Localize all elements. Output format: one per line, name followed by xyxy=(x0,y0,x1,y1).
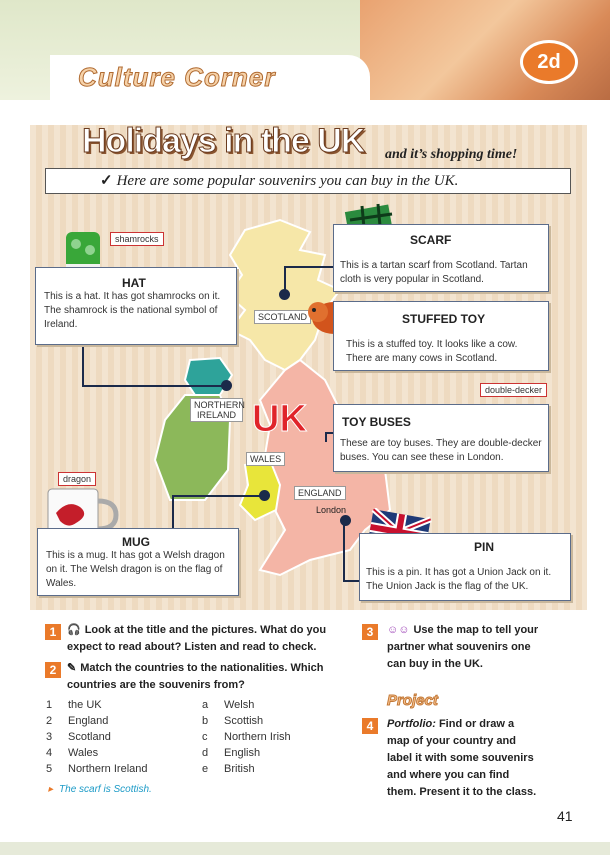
exercise-1-number: 1 xyxy=(45,624,61,640)
wales-label: WALES xyxy=(246,452,285,466)
uk-map-title: UK xyxy=(252,398,307,440)
exercise-4-number: 4 xyxy=(362,718,378,734)
buses-leader-v xyxy=(325,432,327,442)
countries-list xyxy=(46,697,196,777)
pin-text: This is a pin. It has got a Union Jack on it. The Union Jack is the flag of the UK. xyxy=(366,567,552,592)
scarf-title: SCARF xyxy=(410,233,452,247)
nationality-item-label: Northern Irish xyxy=(224,731,291,743)
nationality-item xyxy=(202,697,322,713)
exercise-3-text xyxy=(387,622,547,673)
pin-title: PIN xyxy=(474,540,495,554)
double-decker-callout: double-decker xyxy=(480,383,547,397)
nationality-item xyxy=(202,729,322,745)
exercise-2-number: 2 xyxy=(45,662,61,678)
country-item xyxy=(46,745,196,761)
pen-icon: ✎ xyxy=(67,662,77,674)
country-item-number: 1 xyxy=(46,699,53,711)
exercise-4-text xyxy=(387,716,537,801)
mug-leader xyxy=(172,495,262,497)
nationality-item xyxy=(202,761,322,777)
scarf-text: This is a tartan scarf from Scotland. Tartan cloth is very popular in Scotland. xyxy=(340,260,528,285)
nationality-item-number: c xyxy=(202,731,208,743)
stuffed-toy-title: STUFFED TOY xyxy=(402,312,486,326)
dragon-callout: dragon xyxy=(58,472,96,486)
project-heading: Project xyxy=(387,692,438,709)
country-item xyxy=(46,713,196,729)
hat-leader-v xyxy=(82,343,84,386)
check-icon: ✓ xyxy=(100,173,113,189)
exercise-2-text xyxy=(67,660,337,694)
nationality-item-label: Welsh xyxy=(224,699,255,711)
headphones-icon: 🎧 xyxy=(67,624,81,636)
stuffed-toy-info-box xyxy=(333,301,549,371)
intro-sentence: Here are some popular souvenirs you can buy in the UK. xyxy=(116,173,459,189)
toy-buses-text: These are toy buses. They are double-decker buses. You can see these in London. xyxy=(340,438,542,463)
london-pin xyxy=(340,515,351,526)
arrow-icon: ▸ xyxy=(48,784,54,795)
pin-leader-v xyxy=(343,520,345,580)
page-number: 41 xyxy=(557,808,573,824)
scarf-leader xyxy=(284,266,286,291)
page-subtitle: and it’s shopping time! xyxy=(385,147,518,162)
country-item-number: 3 xyxy=(46,731,53,743)
nationality-item-number: d xyxy=(202,747,209,759)
country-item-label: the UK xyxy=(68,699,102,711)
hat-info-box xyxy=(35,267,237,345)
mug-text: This is a mug. It has got a Welsh dragon on it. The Welsh dragon is on the flag of Wales. xyxy=(46,550,225,589)
exercise-1-instruction: Look at the title and the pictures. What do you expect to read about? Listen and read to check. xyxy=(67,624,327,653)
hat-title: HAT xyxy=(122,276,146,290)
hat-text: This is a hat. It has got shamrocks on it. The shamrock is the national symbol of Ireland. xyxy=(44,291,221,330)
toy-buses-info-box xyxy=(333,404,549,472)
exercise-3-number: 3 xyxy=(362,624,378,640)
exercise-3-instruction: Use the map to tell your partner what souvenirs one can buy in the UK. xyxy=(387,624,539,670)
wales-shape xyxy=(240,460,280,520)
country-item-number: 5 xyxy=(46,763,53,775)
stuffed-toy-text: This is a stuffed toy. It looks like a cow. There are many cows in Scotland. xyxy=(346,339,518,364)
country-item-label: Scotland xyxy=(68,731,111,743)
nationality-item-label: English xyxy=(224,747,261,759)
nationality-item-label: Scottish xyxy=(224,715,264,727)
country-item xyxy=(46,761,196,777)
example-text: The scarf is Scottish. xyxy=(59,784,152,795)
country-item-label: Northern Ireland xyxy=(68,763,148,775)
nationality-item-number: b xyxy=(202,715,209,727)
toy-buses-title: TOY BUSES xyxy=(342,415,411,429)
country-item-label: Wales xyxy=(68,747,99,759)
exercise-2-instruction: Match the countries to the nationalities. Which countries are the souvenirs from? xyxy=(67,662,324,691)
scarf-info-box xyxy=(333,224,549,292)
country-item xyxy=(46,729,196,745)
mug-title: MUG xyxy=(122,535,150,549)
nationalities-list xyxy=(202,697,322,777)
country-item-label: England xyxy=(68,715,109,727)
exercise-1-text xyxy=(67,622,337,656)
nationality-item-number: a xyxy=(202,699,209,711)
example-answer xyxy=(48,784,152,795)
bottom-strip xyxy=(0,842,610,855)
england-label: ENGLAND xyxy=(294,486,346,500)
shamrocks-callout: shamrocks xyxy=(110,232,164,246)
country-item-number: 4 xyxy=(46,747,53,759)
mug-info-box xyxy=(37,528,239,596)
northern-ireland-label: NORTHERN IRELAND xyxy=(190,398,243,422)
nationality-item xyxy=(202,713,322,729)
nationality-item-label: British xyxy=(224,763,255,775)
pin-info-box xyxy=(359,533,571,601)
country-item xyxy=(46,697,196,713)
london-label: London xyxy=(316,505,347,515)
nationality-item-number: e xyxy=(202,763,209,775)
nationality-item xyxy=(202,745,322,761)
portfolio-label: Portfolio: xyxy=(387,718,436,730)
intro-text xyxy=(100,171,458,190)
scotland-label: SCOTLAND xyxy=(254,310,311,324)
country-item-number: 2 xyxy=(46,715,53,727)
section-title: Culture Corner xyxy=(78,62,276,92)
unit-badge: 2d xyxy=(520,40,578,84)
page-title: Holidays in the UK xyxy=(82,122,365,160)
scarf-leader-h xyxy=(284,266,334,268)
speaking-faces-icon: ☺☺ xyxy=(387,624,410,636)
hat-leader-h xyxy=(82,385,224,387)
exercise-4-instruction: Find or draw a map of your country and label it with some souvenirs and where you can find them. Present it to the class. xyxy=(387,718,537,798)
